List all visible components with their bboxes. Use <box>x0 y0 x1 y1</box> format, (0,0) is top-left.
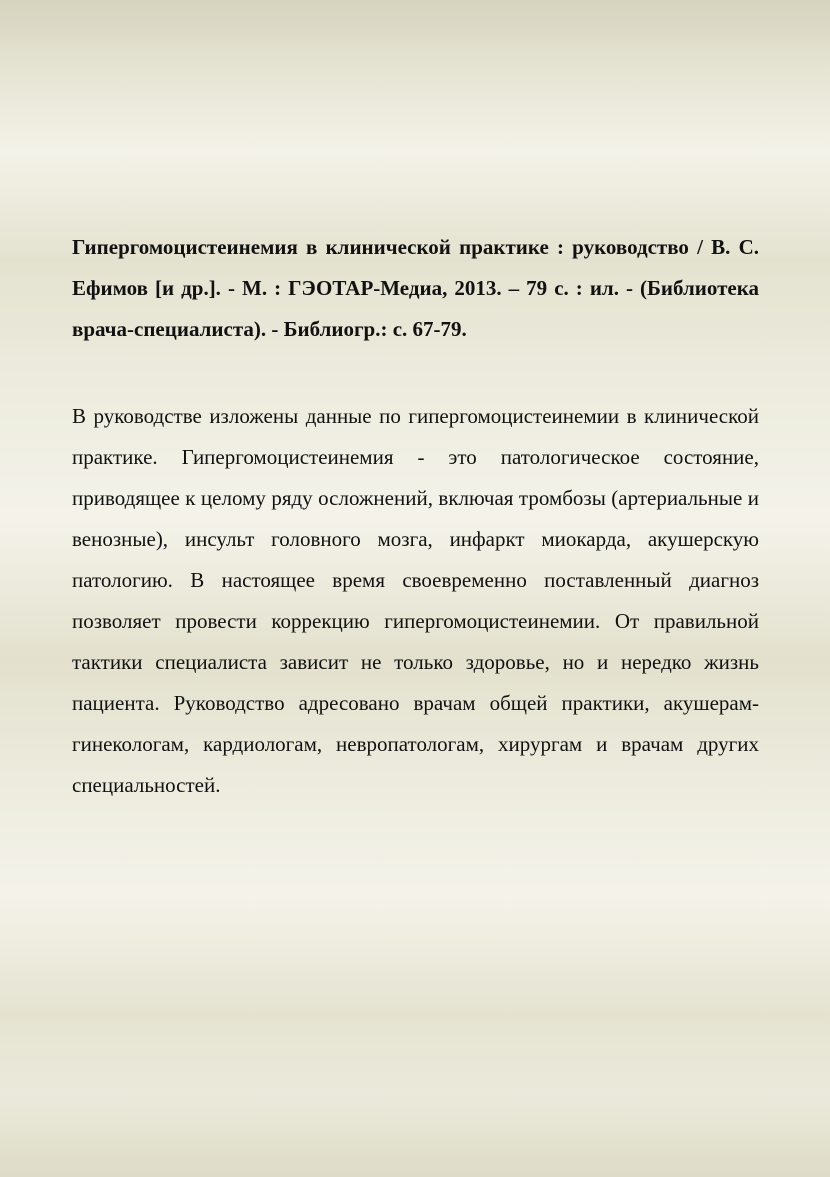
book-abstract: В руководстве изложены данные по гипергомоцистеинемии в клинической практике. Гипергомоцистеинемия - это патологическое состояние, приводящее к целому ряду осложнений, включая тромбозы (артериальные и венозные), инсульт головного мозга, инфаркт миокарда, акушерскую патологию. В настоящее время своевременно поставленный диагноз позволяет провести коррекцию гипергомоцистеинемии. От правильной тактики специалиста зависит не только здоровье, но и нередко жизнь пациента. Руководство адресовано врачам общей практики, акушерам-гинекологам, кардиологам, невропатологам, хирургам и врачам других специальностей. <box>72 404 759 797</box>
bibliographic-citation: Гипергомоцистеинемия в клинической практике : руководство / В. С. Ефимов [и др.]. - М. : ГЭОТАР-Медиа, 2013. – 79 с. : ил. - (Библиотека врача-специалиста). - Библиогр.: с. 67-79. <box>72 235 759 341</box>
